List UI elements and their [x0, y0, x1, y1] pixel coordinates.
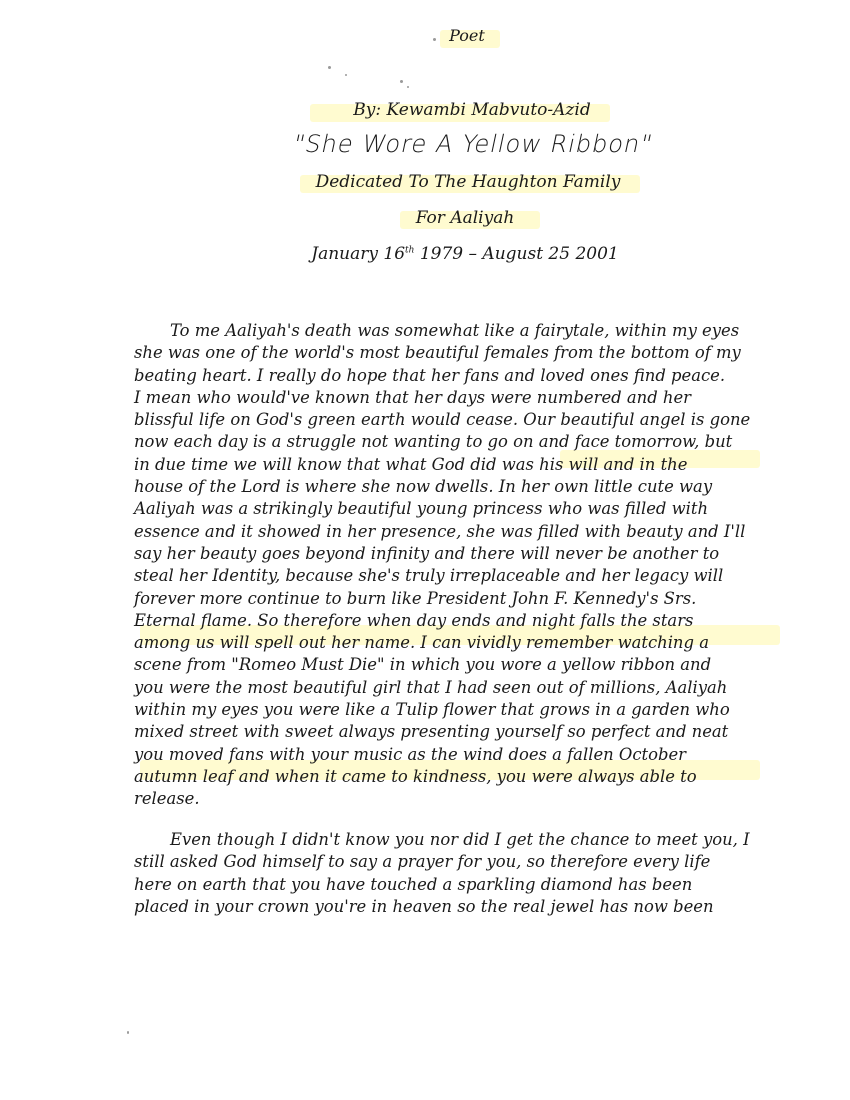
- text-line: here on earth that you have touched a sparkling diamond has been: [134, 874, 693, 894]
- text-line: steal her Identity, because she's truly irreplaceable and her legacy will: [134, 566, 724, 586]
- dates-start-suffix: th: [405, 245, 415, 256]
- text-line: autumn leaf and when it came to kindness, you were always able to: [134, 766, 697, 786]
- dedication: Dedicated To The Haughton Family: [315, 172, 621, 192]
- for-line: For Aaliyah: [415, 208, 515, 228]
- text-line: scene from "Romeo Must Die" in which you wore a yellow ribbon and: [134, 655, 712, 675]
- scan-speck: [127, 1031, 129, 1034]
- scan-speck: [345, 74, 347, 76]
- text-line: placed in your crown you're in heaven so the real jewel has now been: [134, 896, 714, 916]
- text-line: Even though I didn't know you nor did I get the chance to meet you, I: [170, 830, 750, 849]
- text-line: Eternal flame. So therefore when day ends and night falls the stars: [134, 610, 694, 630]
- dates-start-day: January 16: [311, 244, 406, 264]
- text-line: beating heart. I really do hope that her fans and loved ones find peace.: [134, 365, 726, 385]
- text-line: blissful life on God's green earth would cease. Our beautiful angel is gone: [134, 410, 751, 430]
- text-line: now each day is a struggle not wanting to go on and face tomorrow, but: [134, 432, 733, 452]
- poet-label: Poet: [449, 26, 485, 45]
- author-byline: By: Kewambi Mabvuto-Azid: [353, 100, 591, 120]
- text-line: mixed street with sweet always presenting yourself so perfect and neat: [134, 722, 729, 742]
- text-line: you were the most beautiful girl that I had seen out of millions, Aaliyah: [134, 677, 728, 697]
- text-line: I mean who would've known that her days were numbered and her: [134, 387, 691, 407]
- paragraph-2: [134, 829, 794, 918]
- text-line: forever more continue to burn like President John F. Kennedy's Srs.: [134, 588, 697, 608]
- text-line: in due time we will know that what God did was his will and in the: [134, 454, 688, 474]
- text-line: among us will spell out her name. I can vividly remember watching a: [134, 633, 709, 653]
- life-dates: [40, 244, 850, 264]
- dates-rest: 1979 – August 25 2001: [414, 244, 619, 264]
- text-line: To me Aaliyah's death was somewhat like a fairytale, within my eyes: [170, 321, 740, 340]
- text-line: still asked God himself to say a prayer for you, so therefore every life: [134, 852, 711, 872]
- text-line: release.: [134, 789, 200, 809]
- text-line: you moved fans with your music as the wind does a fallen October: [134, 744, 687, 764]
- scan-speck: [328, 66, 331, 69]
- text-line: house of the Lord is where she now dwells. In her own little cute way: [134, 477, 713, 497]
- text-line: she was one of the world's most beautiful females from the bottom of my: [134, 343, 741, 363]
- text-line: essence and it showed in her presence, she was filled with beauty and I'll: [134, 521, 746, 541]
- text-line: say her beauty goes beyond infinity and there will never be another to: [134, 543, 720, 563]
- text-line: within my eyes you were like a Tulip flower that grows in a garden who: [134, 700, 730, 720]
- scan-speck: [400, 80, 403, 83]
- text-line: Aaliyah was a strikingly beautiful young princess who was filled with: [134, 499, 709, 519]
- scan-speck: [407, 86, 409, 88]
- poem-title: "She Wore A Yellow Ribbon": [290, 130, 656, 158]
- paragraph-1: [134, 320, 794, 811]
